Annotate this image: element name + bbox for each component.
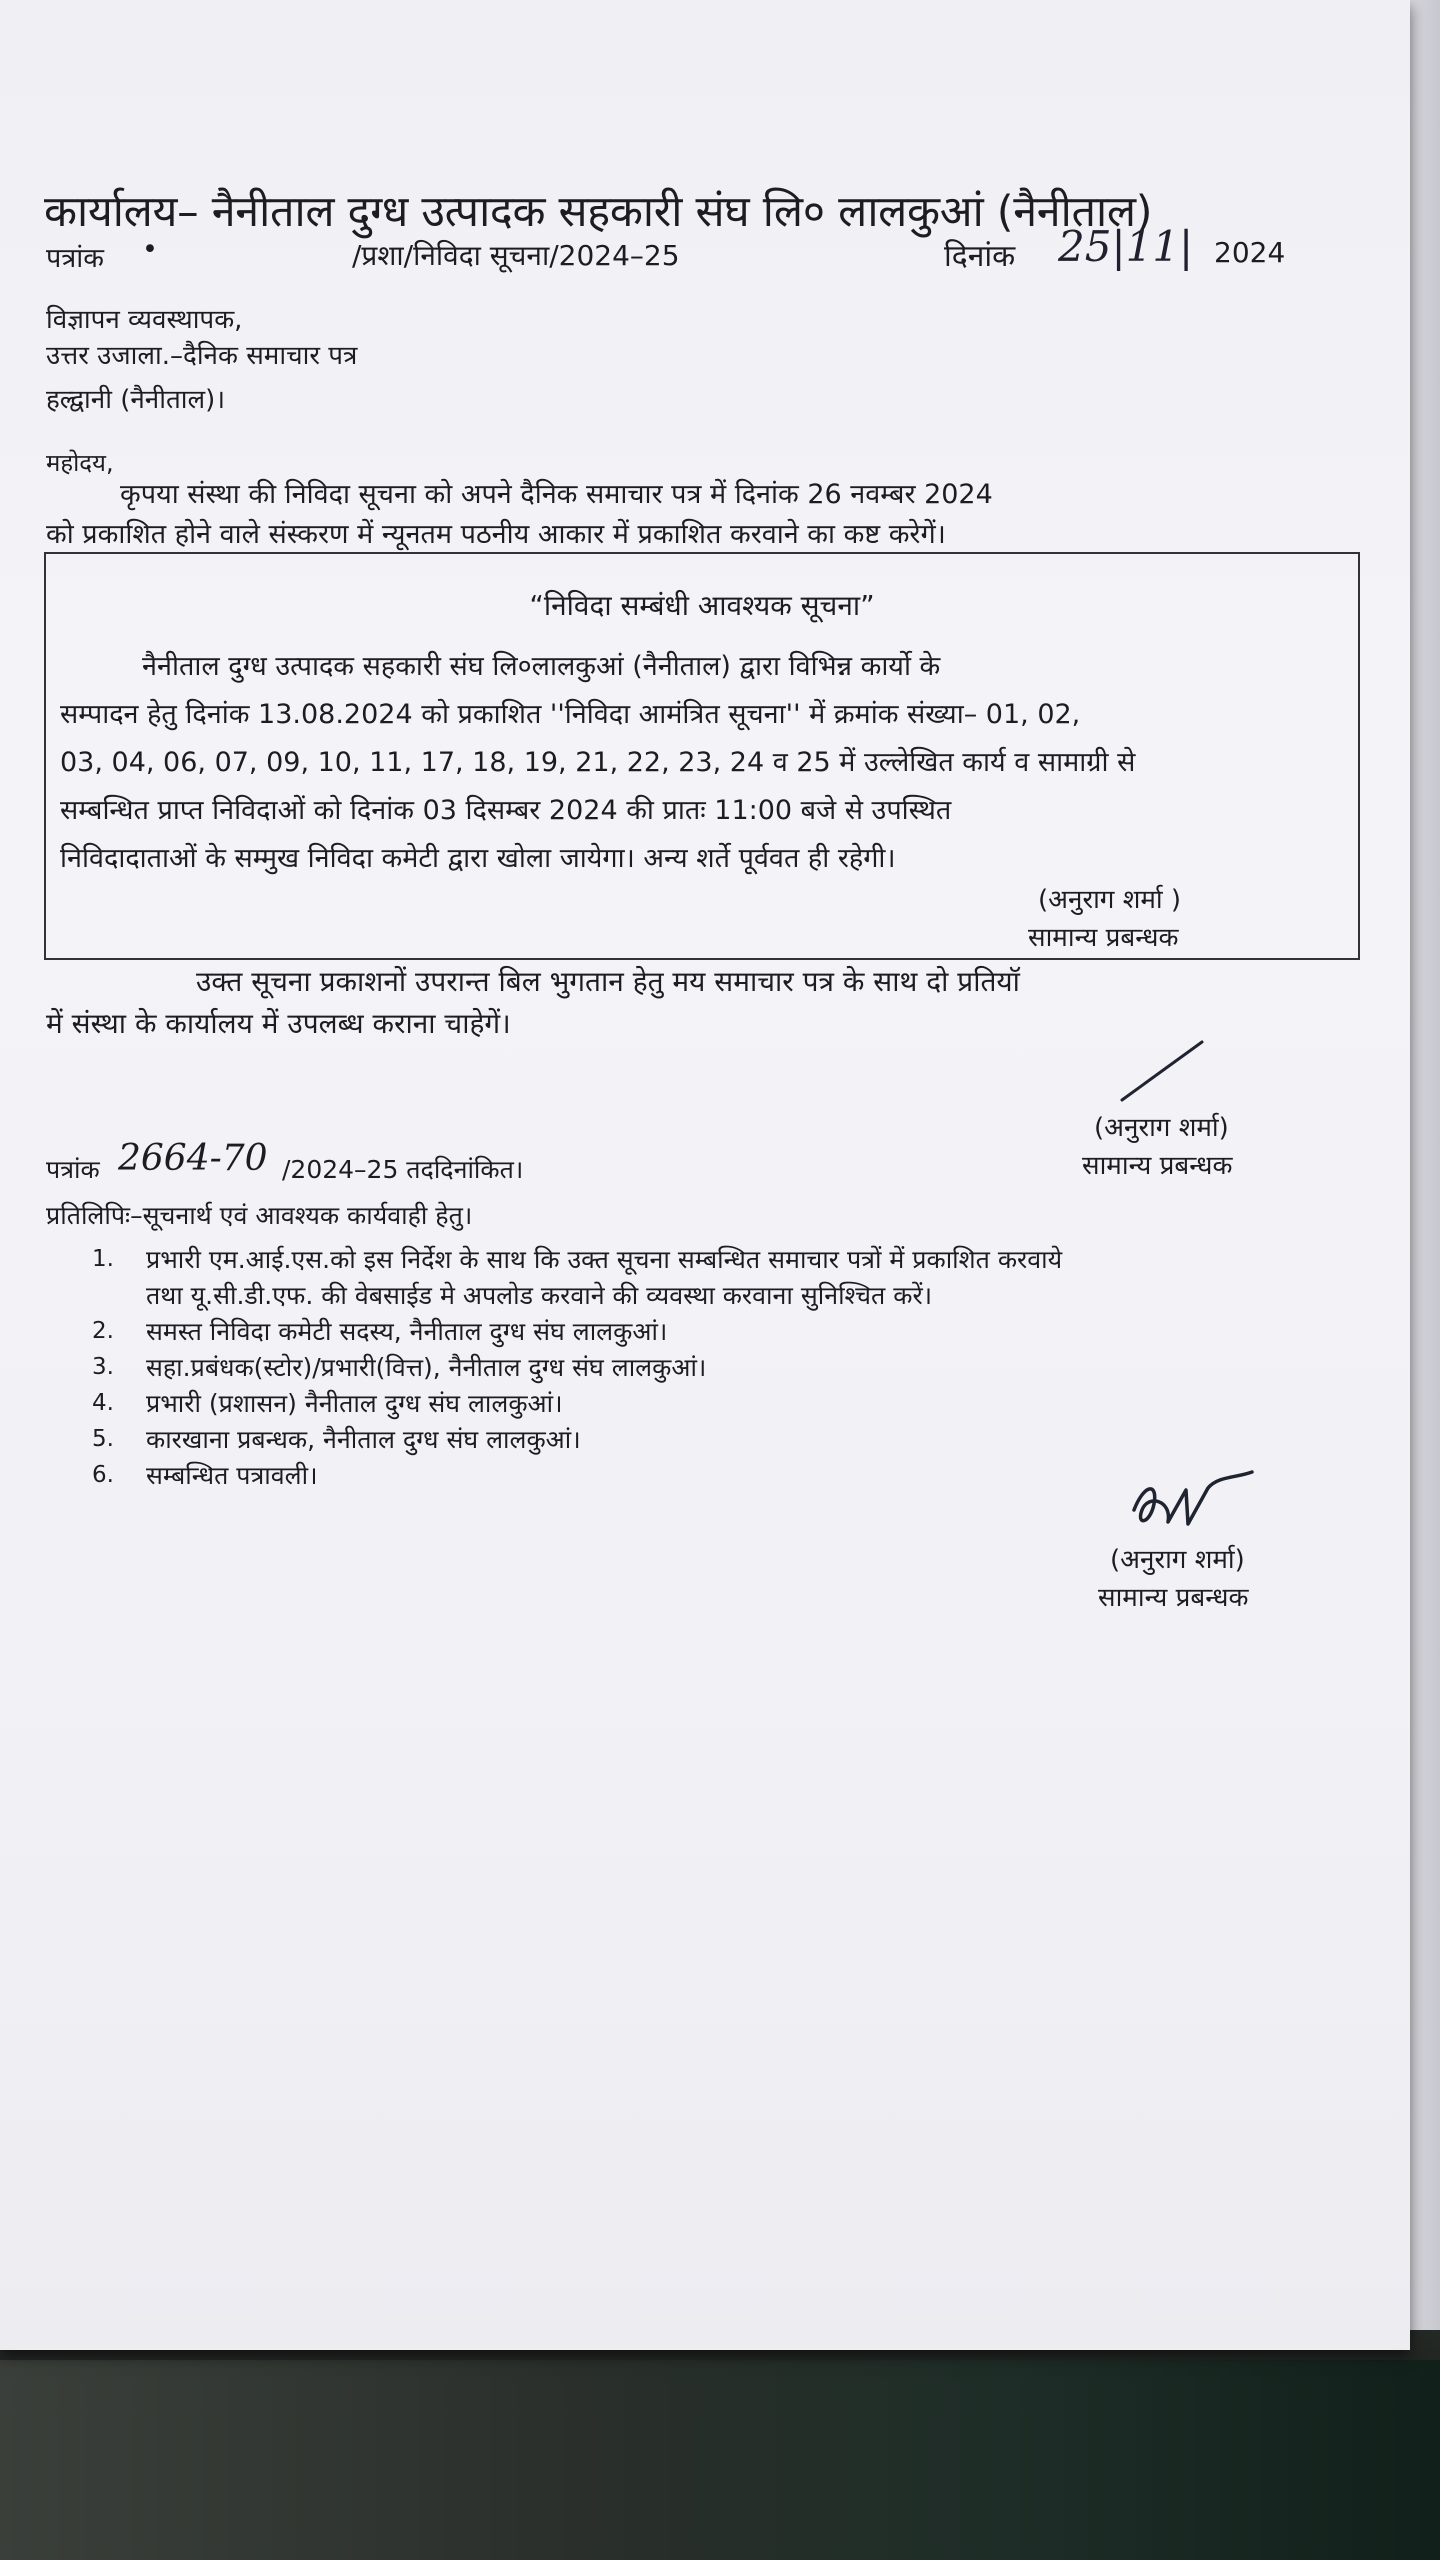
- notice-line: सम्बन्धित प्राप्त निविदाओं को दिनांक 03 दिसम्बर 2024 की प्रातः 11:00 बजे से उपस्थित: [60, 795, 952, 826]
- request-line: कृपया संस्था की निविदा सूचना को अपने दैनिक समाचार पत्र में दिनांक 26 नवम्बर 2024: [120, 479, 993, 510]
- payment-line: में संस्था के कार्यालय में उपलब्ध कराना चाहेगें।: [46, 1007, 511, 1040]
- list-item: कारखाना प्रबन्धक, नैनीताल दुग्ध संघ लालकुआं।: [146, 1425, 581, 1454]
- list-item: सम्बन्धित पत्रावली।: [146, 1461, 318, 1490]
- salutation: महोदय,: [46, 449, 114, 477]
- signature1-title: सामान्य प्रबन्धक: [1082, 1151, 1233, 1181]
- endorsement-suffix: /2024–25 तददिनांकित।: [282, 1155, 524, 1184]
- list-number: 2.: [92, 1318, 114, 1344]
- notice-title: “निविदा सम्बंधी आवश्यक सूचना”: [529, 589, 875, 622]
- list-number: 5.: [92, 1426, 114, 1452]
- signature-scribble-1: [1118, 1036, 1208, 1106]
- desk-surface-lower: [0, 2360, 1440, 2560]
- endorsement-handwritten-number: 2664-70: [118, 1138, 268, 1179]
- reference-label: पत्रांक: [46, 243, 104, 274]
- notice-line: सम्पादन हेतु दिनांक 13.08.2024 को प्रकाशित ''निविदा आमंत्रित सूचना'' में क्रमांक संख्या– 01, 02,: [60, 699, 1081, 730]
- list-number: 1.: [92, 1246, 114, 1272]
- list-number: 3.: [92, 1354, 114, 1380]
- date-label: दिनांक: [944, 239, 1016, 274]
- notice-line: नैनीताल दुग्ध उत्पादक सहकारी संघ लि०लालकुआं (नैनीताल) द्वारा विभिन्न कार्यो के: [142, 651, 941, 682]
- signature2-title: सामान्य प्रबन्धक: [1098, 1583, 1249, 1613]
- addressee-line: हल्द्वानी (नैनीताल)।: [46, 385, 226, 415]
- paper-edge: [1410, 0, 1440, 2330]
- list-number: 4.: [92, 1390, 114, 1416]
- addressee-line: विज्ञापन व्यवस्थापक,: [46, 305, 243, 335]
- notice-line: 03, 04, 06, 07, 09, 10, 11, 17, 18, 19, 21, 22, 23, 24 व 25 में उल्लेखित कार्य व सामाग्री से: [60, 747, 1136, 778]
- list-item: सहा.प्रबंधक(स्टोर)/प्रभारी(वित्त), नैनीताल दुग्ध संघ लालकुआं।: [146, 1353, 707, 1382]
- signature-scribble-2: [1128, 1470, 1258, 1536]
- notice-signatory-title: सामान्य प्रबन्धक: [1028, 923, 1179, 953]
- reference-number: /प्रशा/निविदा सूचना/2024–25: [352, 239, 680, 272]
- request-line: को प्रकाशित होने वाले संस्करण में न्यूनतम पठनीय आकार में प्रकाशित करवाने का कष्ट करेगें।: [46, 519, 946, 550]
- signature1-name: (अनुराग शर्मा): [1094, 1113, 1229, 1143]
- list-item: तथा यू.सी.डी.एफ. की वेबसाईड मे अपलोड करवाने की व्यवस्था करवाना सुनिश्चित करें।: [146, 1281, 933, 1310]
- list-item: प्रभारी एम.आई.एस.को इस निर्देश के साथ कि उक्त सूचना सम्बन्धित समाचार पत्रों में प्रकाशित करवाये: [146, 1245, 1063, 1274]
- addressee-line: उत्तर उजाला.–दैनिक समाचार पत्र: [46, 341, 358, 371]
- signature2-name: (अनुराग शर्मा): [1110, 1545, 1245, 1575]
- list-number: 6.: [92, 1462, 114, 1488]
- payment-line: उक्त सूचना प्रकाशनों उपरान्त बिल भुगतान हेतु मय समाचार पत्र के साथ दो प्रतियॉ: [196, 965, 1020, 998]
- endorsement-label: पत्रांक: [46, 1155, 100, 1184]
- notice-line: निविदादाताओं के सम्मुख निविदा कमेटी द्वारा खोला जायेगा। अन्य शर्ते पूर्ववत ही रहेगी।: [60, 843, 896, 874]
- notice-box: [44, 552, 1360, 960]
- copy-label: प्रतिलिपिः–सूचनार्थ एवं आवश्यक कार्यवाही हेतु।: [46, 1201, 473, 1230]
- notice-signatory-name: (अनुराग शर्मा ): [1038, 885, 1182, 915]
- reference-dot: •: [142, 234, 158, 265]
- list-item: प्रभारी (प्रशासन) नैनीताल दुग्ध संघ लालकुआं।: [146, 1389, 563, 1418]
- date-year: 2024: [1214, 236, 1286, 269]
- list-item: समस्त निविदा कमेटी सदस्य, नैनीताल दुग्ध संघ लालकुआं।: [146, 1317, 668, 1346]
- handwritten-date: 25|11|: [1058, 222, 1194, 271]
- letterhead: कार्यालय– नैनीताल दुग्ध उत्पादक सहकारी संघ लि० लालकुआं (नैनीताल): [44, 187, 1153, 237]
